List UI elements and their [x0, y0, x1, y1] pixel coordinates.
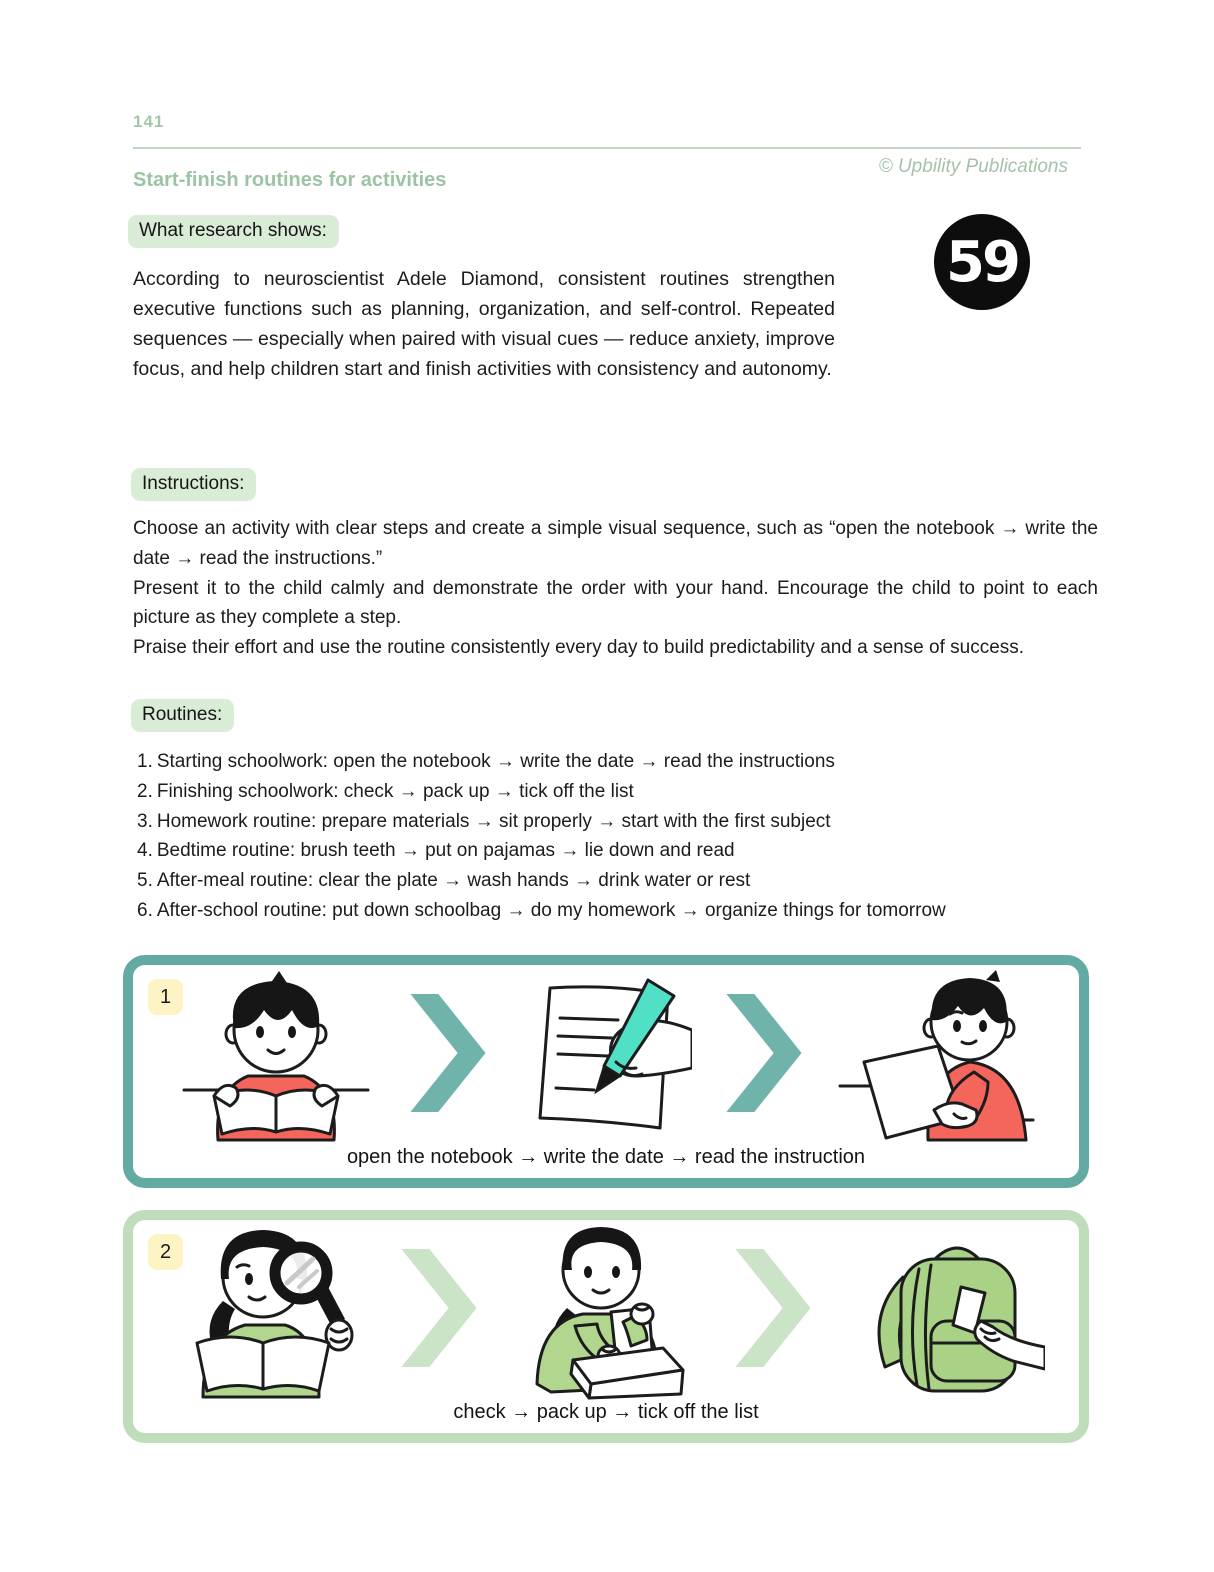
- page-title: Start-finish routines for activities: [133, 169, 447, 191]
- chevron-right-icon: [395, 1249, 483, 1367]
- activity-number-badge: 59: [934, 214, 1030, 310]
- routine-item: After-school routine: put down schoolbag → do my homework → organize things for tomorrow: [156, 899, 946, 921]
- chevron-right-icon: [404, 994, 492, 1112]
- research-section-label: What research shows:: [128, 215, 339, 248]
- card-number-tile: 1: [148, 979, 183, 1015]
- girl-checking-magnifier-illustration: [167, 1223, 367, 1399]
- routine-item: Bedtime routine: brush teeth → put on pajamas → lie down and read: [156, 840, 735, 862]
- girl-packing-box-illustration: [511, 1222, 701, 1400]
- hand-writing-date-illustration: [520, 970, 692, 1142]
- routine-item: Homework routine: prepare materials → sit properly → start with the first subject: [156, 810, 831, 832]
- sequence-row: [133, 1226, 1079, 1396]
- card-number-tile: 2: [148, 1234, 183, 1270]
- sequence-caption: open the notebook → write the date → read the instruction: [346, 1146, 866, 1168]
- routine-item: Starting schoolwork: open the notebook → write the date → read the instructions: [156, 751, 835, 772]
- routine-item: Finishing schoolwork: check → pack up → tick off the list: [156, 780, 634, 802]
- instructions-paragraph: Praise their effort and use the routine consistently every day to build predictability and a sense of success.: [133, 637, 1025, 659]
- boy-reading-notebook-illustration: [176, 970, 376, 1142]
- routine-item: After-meal routine: clear the plate → wash hands → drink water or rest: [156, 870, 751, 892]
- page-number: 141: [133, 112, 165, 131]
- chevron-right-icon: [720, 994, 808, 1112]
- research-paragraph: According to neuroscientist Adele Diamond, consistent routines strengthen executive functions such as planning, organization, and self-control. Repeated sequences — especially when paired with visual cues — reduce anxiety, improve focus, and help children start and finish activities with consistency and autonomy.: [133, 268, 835, 380]
- chevron-right-icon: [729, 1249, 817, 1367]
- sequence-row: [133, 971, 1079, 1141]
- instructions-section-label: Instructions:: [131, 468, 256, 501]
- routines-section-label: Routines:: [131, 699, 234, 732]
- backpack-hand-illustration: [845, 1225, 1045, 1397]
- header-rule: [133, 147, 1081, 149]
- instructions-paragraph: Present it to the child calmly and demonstrate the order with your hand. Encourage the child to point to each picture as they complete a step.: [133, 577, 1098, 629]
- sequence-caption: check → pack up → tick off the list: [453, 1401, 759, 1423]
- instructions-paragraph: Choose an activity with clear steps and create a simple visual sequence, such as “open the notebook → write the date → read the instructions.”: [133, 518, 1098, 569]
- instructions-paragraphs: [133, 514, 1098, 663]
- copyright-text: © Upbility Publications: [878, 156, 1068, 177]
- routines-list: [137, 747, 1097, 926]
- sequence-card-2: [123, 1210, 1089, 1443]
- boy-reading-instruction-illustration: [836, 970, 1036, 1142]
- sequence-card-1: [123, 955, 1089, 1188]
